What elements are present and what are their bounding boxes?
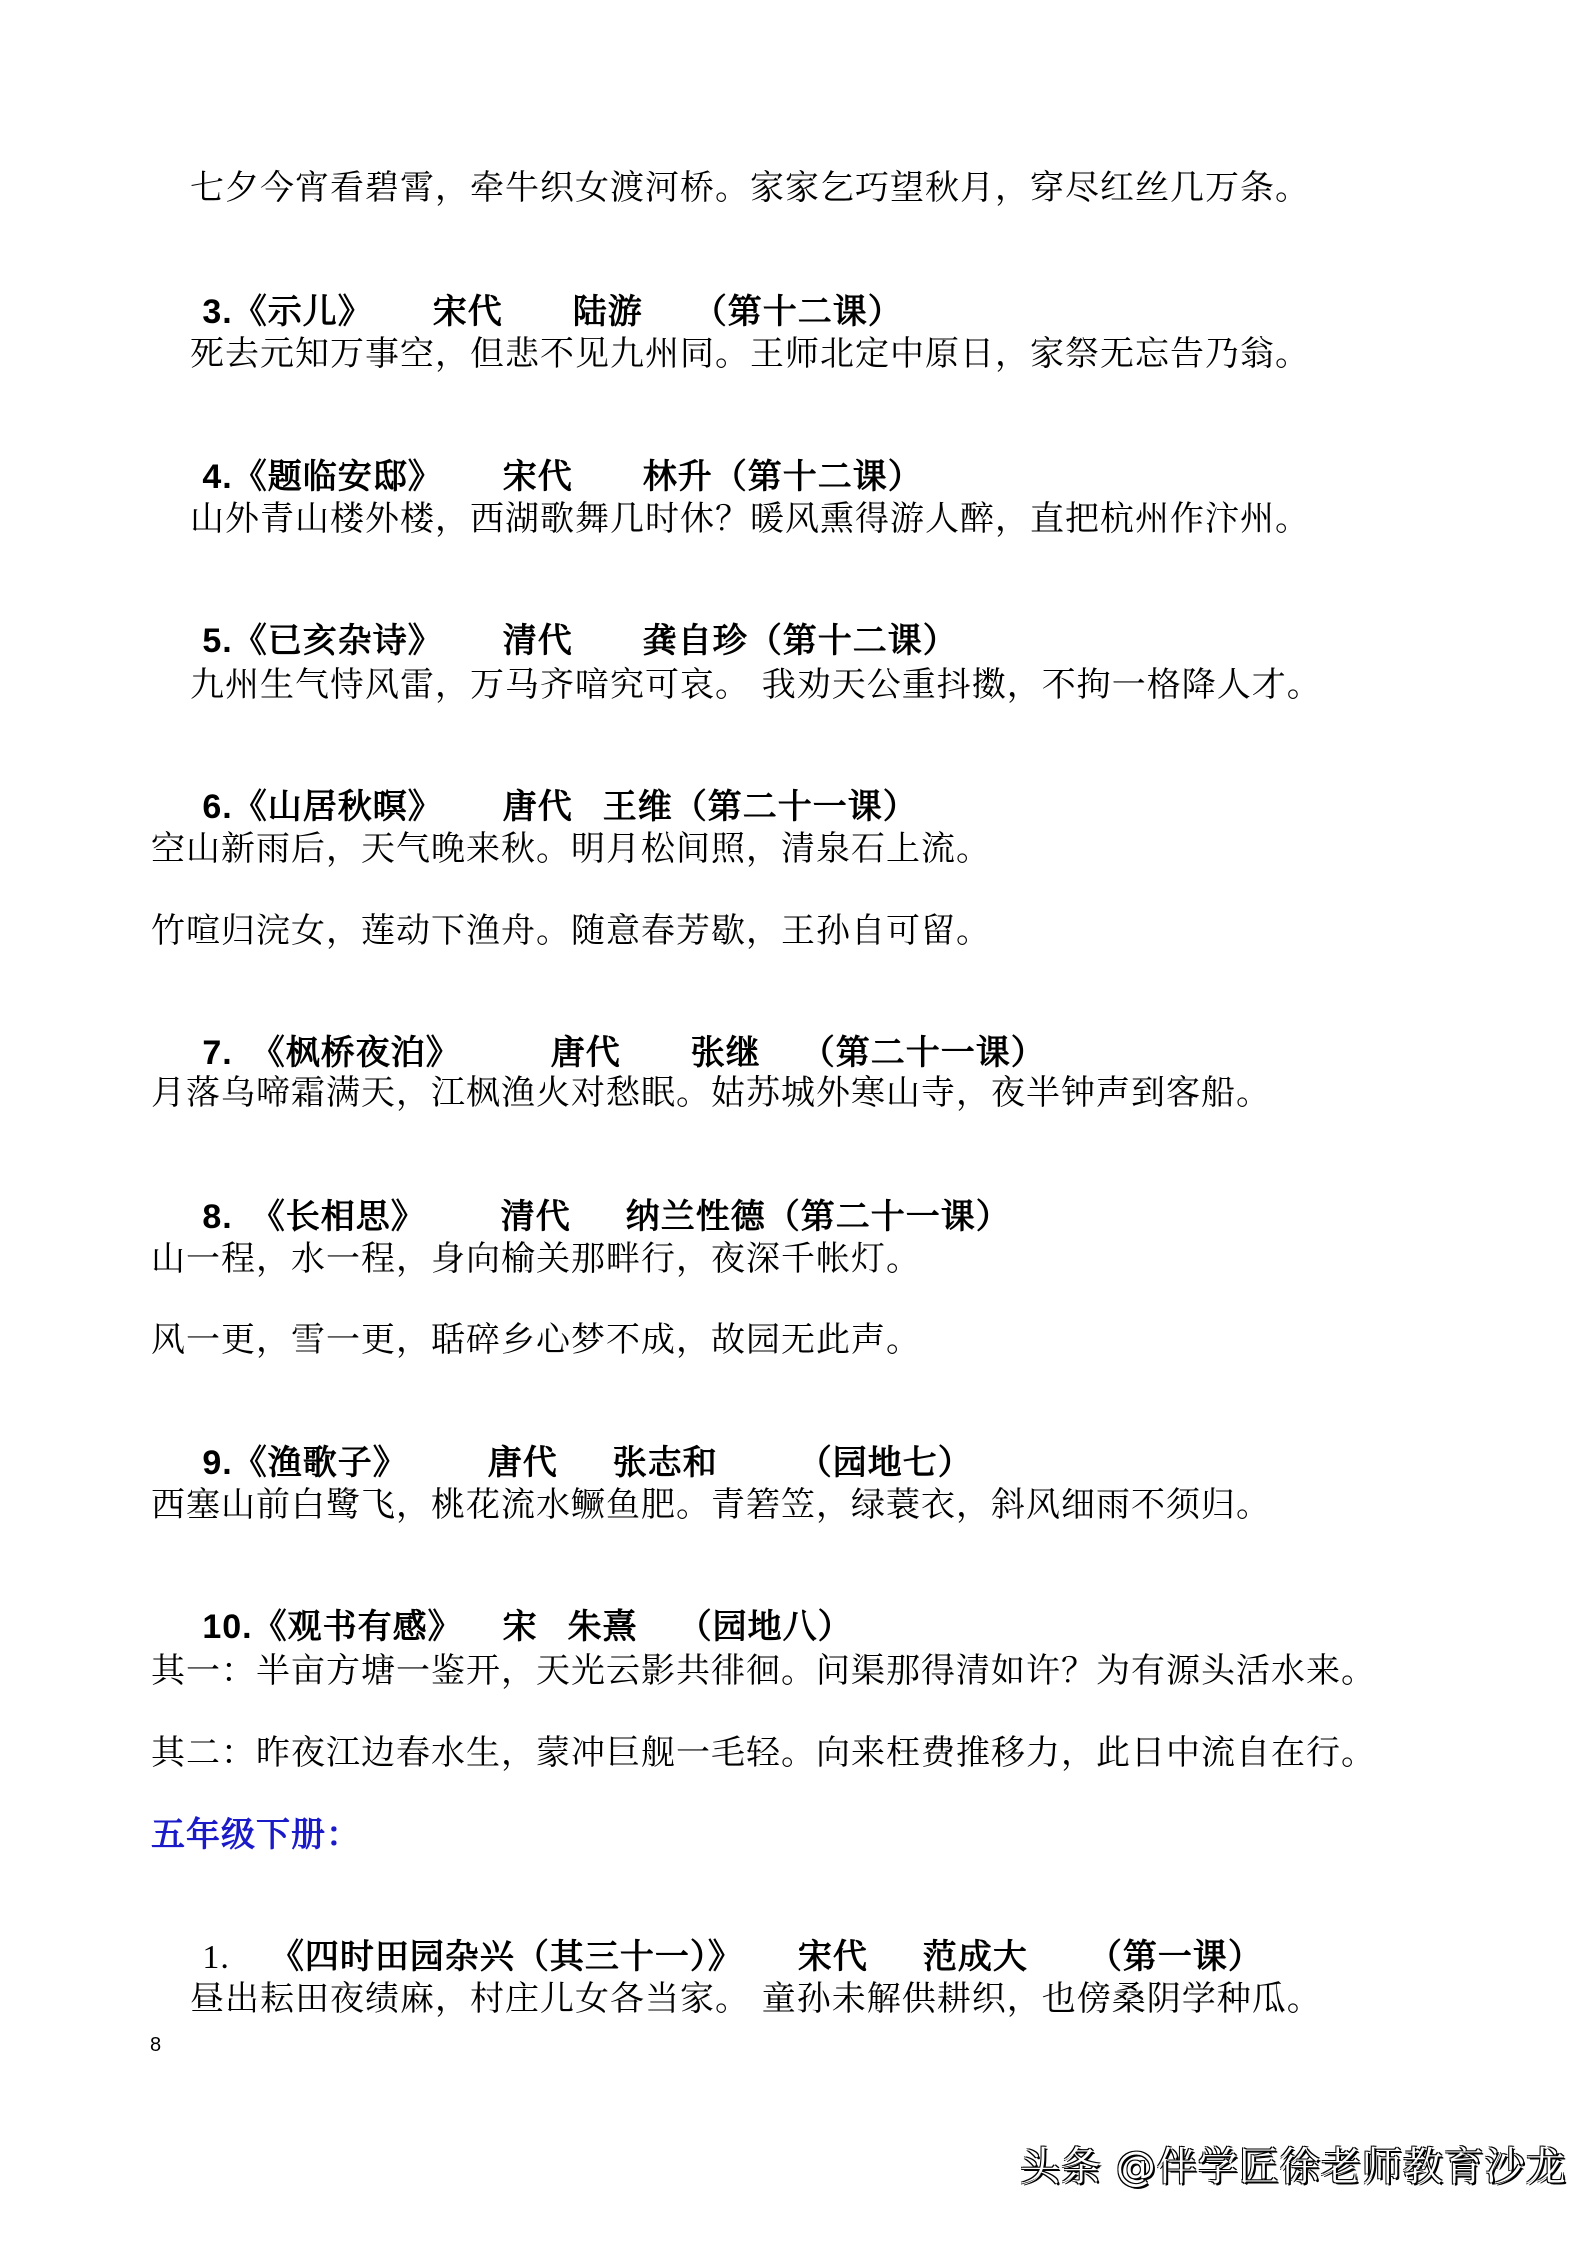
poem-number: 3. (202, 293, 233, 331)
poem-number: 5. (202, 622, 233, 660)
poem-lesson: （第一课） (1087, 1937, 1263, 1977)
poem-lesson: （第二十一课） (765, 1197, 1011, 1237)
poem-author: 朱熹 (567, 1607, 638, 1647)
poem-dynasty: 唐代 (550, 1033, 621, 1073)
poem-dynasty: 宋 (502, 1607, 538, 1647)
poem-title: 《观书有感》 (252, 1607, 463, 1647)
poem-title: 《山居秋暝》 (232, 787, 443, 827)
poem-number: 4. (202, 458, 233, 496)
poem-line: 风一更，雪一更，聒碎乡心梦不成，故园无此声。 (151, 1320, 921, 1360)
poem-line: 九州生气恃风雷，万马齐喑究可哀。 我劝天公重抖擞，不拘一格降人才。 (190, 665, 1322, 705)
poem-author: 林升 (642, 457, 713, 497)
page-number: 8 (150, 2034, 162, 2056)
poem-author: 陆游 (572, 292, 643, 332)
poem-line: 其一：半亩方塘一鉴开，天光云影共徘徊。问渠那得清如许？为有源头活水来。 (151, 1651, 1376, 1691)
poem-title: 《枫桥夜泊》 (250, 1033, 461, 1073)
poem-line: 死去元知万事空，但悲不见九州同。王师北定中原日，家祭无忘告乃翁。 (190, 334, 1310, 374)
poem-lesson: （园地七） (797, 1443, 973, 1483)
poem-lesson: （第十二课） (747, 621, 958, 661)
poem-title: 《示儿》 (232, 292, 373, 332)
poem-author: 张志和 (612, 1443, 718, 1483)
poem-line: 其二：昨夜江边春水生，蒙冲巨舰一毛轻。向来枉费推移力，此日中流自在行。 (151, 1733, 1376, 1773)
poem-line: 月落乌啼霜满天，江枫渔火对愁眠。姑苏城外寒山寺，夜半钟声到客船。 (151, 1073, 1271, 1113)
poem-line: 山外青山楼外楼，西湖歌舞几时休？暖风熏得游人醉，直把杭州作汴州。 (190, 499, 1310, 539)
poem-line: 竹喧归浣女，莲动下渔舟。随意春芳歇，王孙自可留。 (151, 911, 991, 951)
poem-title: 《已亥杂诗》 (232, 621, 443, 661)
poem-author: 龚自珍 (642, 621, 748, 661)
poem-line: 西塞山前白鹭飞，桃花流水鳜鱼肥。青箬笠，绿蓑衣，斜风细雨不须归。 (151, 1485, 1271, 1525)
poem-author: 纳兰性德 (625, 1197, 766, 1237)
poem-lesson: （第十二课） (692, 292, 903, 332)
poem-lesson: （第十二课） (712, 457, 923, 497)
poem-dynasty: 唐代 (502, 787, 573, 827)
poem-number: 6. (202, 788, 233, 826)
poem-author: 王维 (602, 787, 673, 827)
poem-dynasty: 宋代 (432, 292, 503, 332)
poem-line: 七夕今宵看碧霄，牵牛织女渡河桥。家家乞巧望秋月，穿尽红丝几万条。 (190, 168, 1310, 208)
poem-number: 10. (202, 1608, 253, 1646)
poem-number: 9. (202, 1444, 233, 1482)
poem-number: 8. (202, 1198, 233, 1236)
poem-title: 《四时田园杂兴（其三十一）》 (269, 1937, 743, 1977)
poem-author: 张继 (690, 1033, 761, 1073)
poem-dynasty: 宋代 (502, 457, 573, 497)
poem-lesson: （第二十一课） (672, 787, 918, 827)
poem-title: 《长相思》 (250, 1197, 426, 1237)
poem-dynasty: 唐代 (487, 1443, 558, 1483)
watermark: 头条 @伴学匠徐老师教育沙龙 (1020, 2144, 1567, 2190)
poem-number: 1. (202, 1939, 230, 1976)
poem-dynasty: 清代 (500, 1197, 571, 1237)
poem-author: 范成大 (922, 1937, 1028, 1977)
section-header: 五年级下册： (151, 1815, 361, 1855)
poem-number: 7. (202, 1034, 233, 1072)
poem-title: 《题临安邸》 (232, 457, 443, 497)
poem-line: 山一程，水一程，身向榆关那畔行，夜深千帐灯。 (151, 1239, 921, 1279)
poem-dynasty: 清代 (502, 621, 573, 661)
poem-title: 《渔歌子》 (232, 1443, 408, 1483)
poem-lesson: （第二十一课） (800, 1033, 1046, 1073)
poem-lesson: （园地八） (677, 1607, 853, 1647)
poem-line: 昼出耘田夜绩麻，村庄儿女各当家。 童孙未解供耕织，也傍桑阴学种瓜。 (190, 1979, 1322, 2019)
poem-line: 空山新雨后，天气晚来秋。明月松间照，清泉石上流。 (151, 829, 991, 869)
poem-dynasty: 宋代 (797, 1937, 868, 1977)
